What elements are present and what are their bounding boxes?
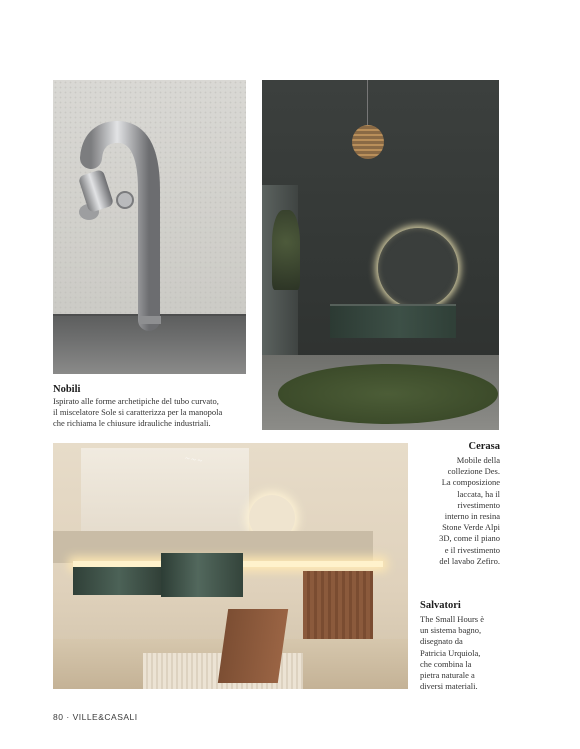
pendant-lamp <box>352 125 384 159</box>
wall-script: ~ ~ ~ <box>184 453 203 466</box>
caption-line: collezione Des. <box>447 466 500 477</box>
caption-line: che richiama le chiusure idrauliche industriali. <box>53 418 211 429</box>
round-rug <box>278 364 498 424</box>
footer-separator: · <box>66 712 70 722</box>
round-mirror <box>378 228 458 308</box>
photo-green-bathroom <box>262 80 499 430</box>
caption-line: disegnato da <box>420 636 463 647</box>
caption-body-salvatori <box>420 614 494 692</box>
caption-title-nobili: Nobili <box>53 384 81 395</box>
caption-body-nobili <box>53 396 253 430</box>
caption-line: Stone Verde Alpi <box>442 522 500 533</box>
caption-line: Mobile della <box>456 455 500 465</box>
page-footer <box>53 712 138 722</box>
plant <box>272 210 300 290</box>
caption-title-salvatori: Salvatori <box>420 600 461 611</box>
caption-line: un sistema bagno, <box>420 625 482 636</box>
caption-line: Ispirato alle forme archetipiche del tubo curvato, <box>53 396 219 406</box>
caption-line: The Small Hours è <box>420 614 484 624</box>
wood-cabinet <box>303 571 373 639</box>
photo-faucet <box>53 80 246 374</box>
caption-line: pietra naturale a <box>420 670 475 681</box>
caption-line: Patricia Urquiola, <box>420 647 481 658</box>
caption-body-cerasa <box>420 455 500 567</box>
lamp-cord <box>367 80 368 125</box>
caption-line: interno in resina <box>444 511 500 522</box>
caption-line: diversi materiali. <box>420 681 478 692</box>
caption-line: rivestimento <box>457 499 500 510</box>
caption-line: il miscelatore Sole si caratterizza per la manopola <box>53 407 223 418</box>
vanity-unit <box>330 304 456 338</box>
page-number: 80 <box>53 712 64 722</box>
caption-line: 3D, come il piano <box>439 533 500 544</box>
caption-line: e il rivestimento <box>444 544 500 555</box>
marble-shelf <box>73 567 165 595</box>
caption-line: che combina la <box>420 658 472 669</box>
wood-stool <box>218 609 288 683</box>
magazine-name: VILLE&CASALI <box>72 712 138 722</box>
caption-title-cerasa: Cerasa <box>468 441 500 452</box>
faucet-icon <box>53 80 246 374</box>
marble-sink <box>161 553 243 597</box>
caption-line: laccata, ha il <box>457 488 500 499</box>
wall-panel <box>81 448 249 534</box>
caption-line: La composizione <box>441 477 500 488</box>
caption-line: del lavabo Zefiro. <box>439 555 500 566</box>
photo-warm-bathroom <box>53 443 408 689</box>
